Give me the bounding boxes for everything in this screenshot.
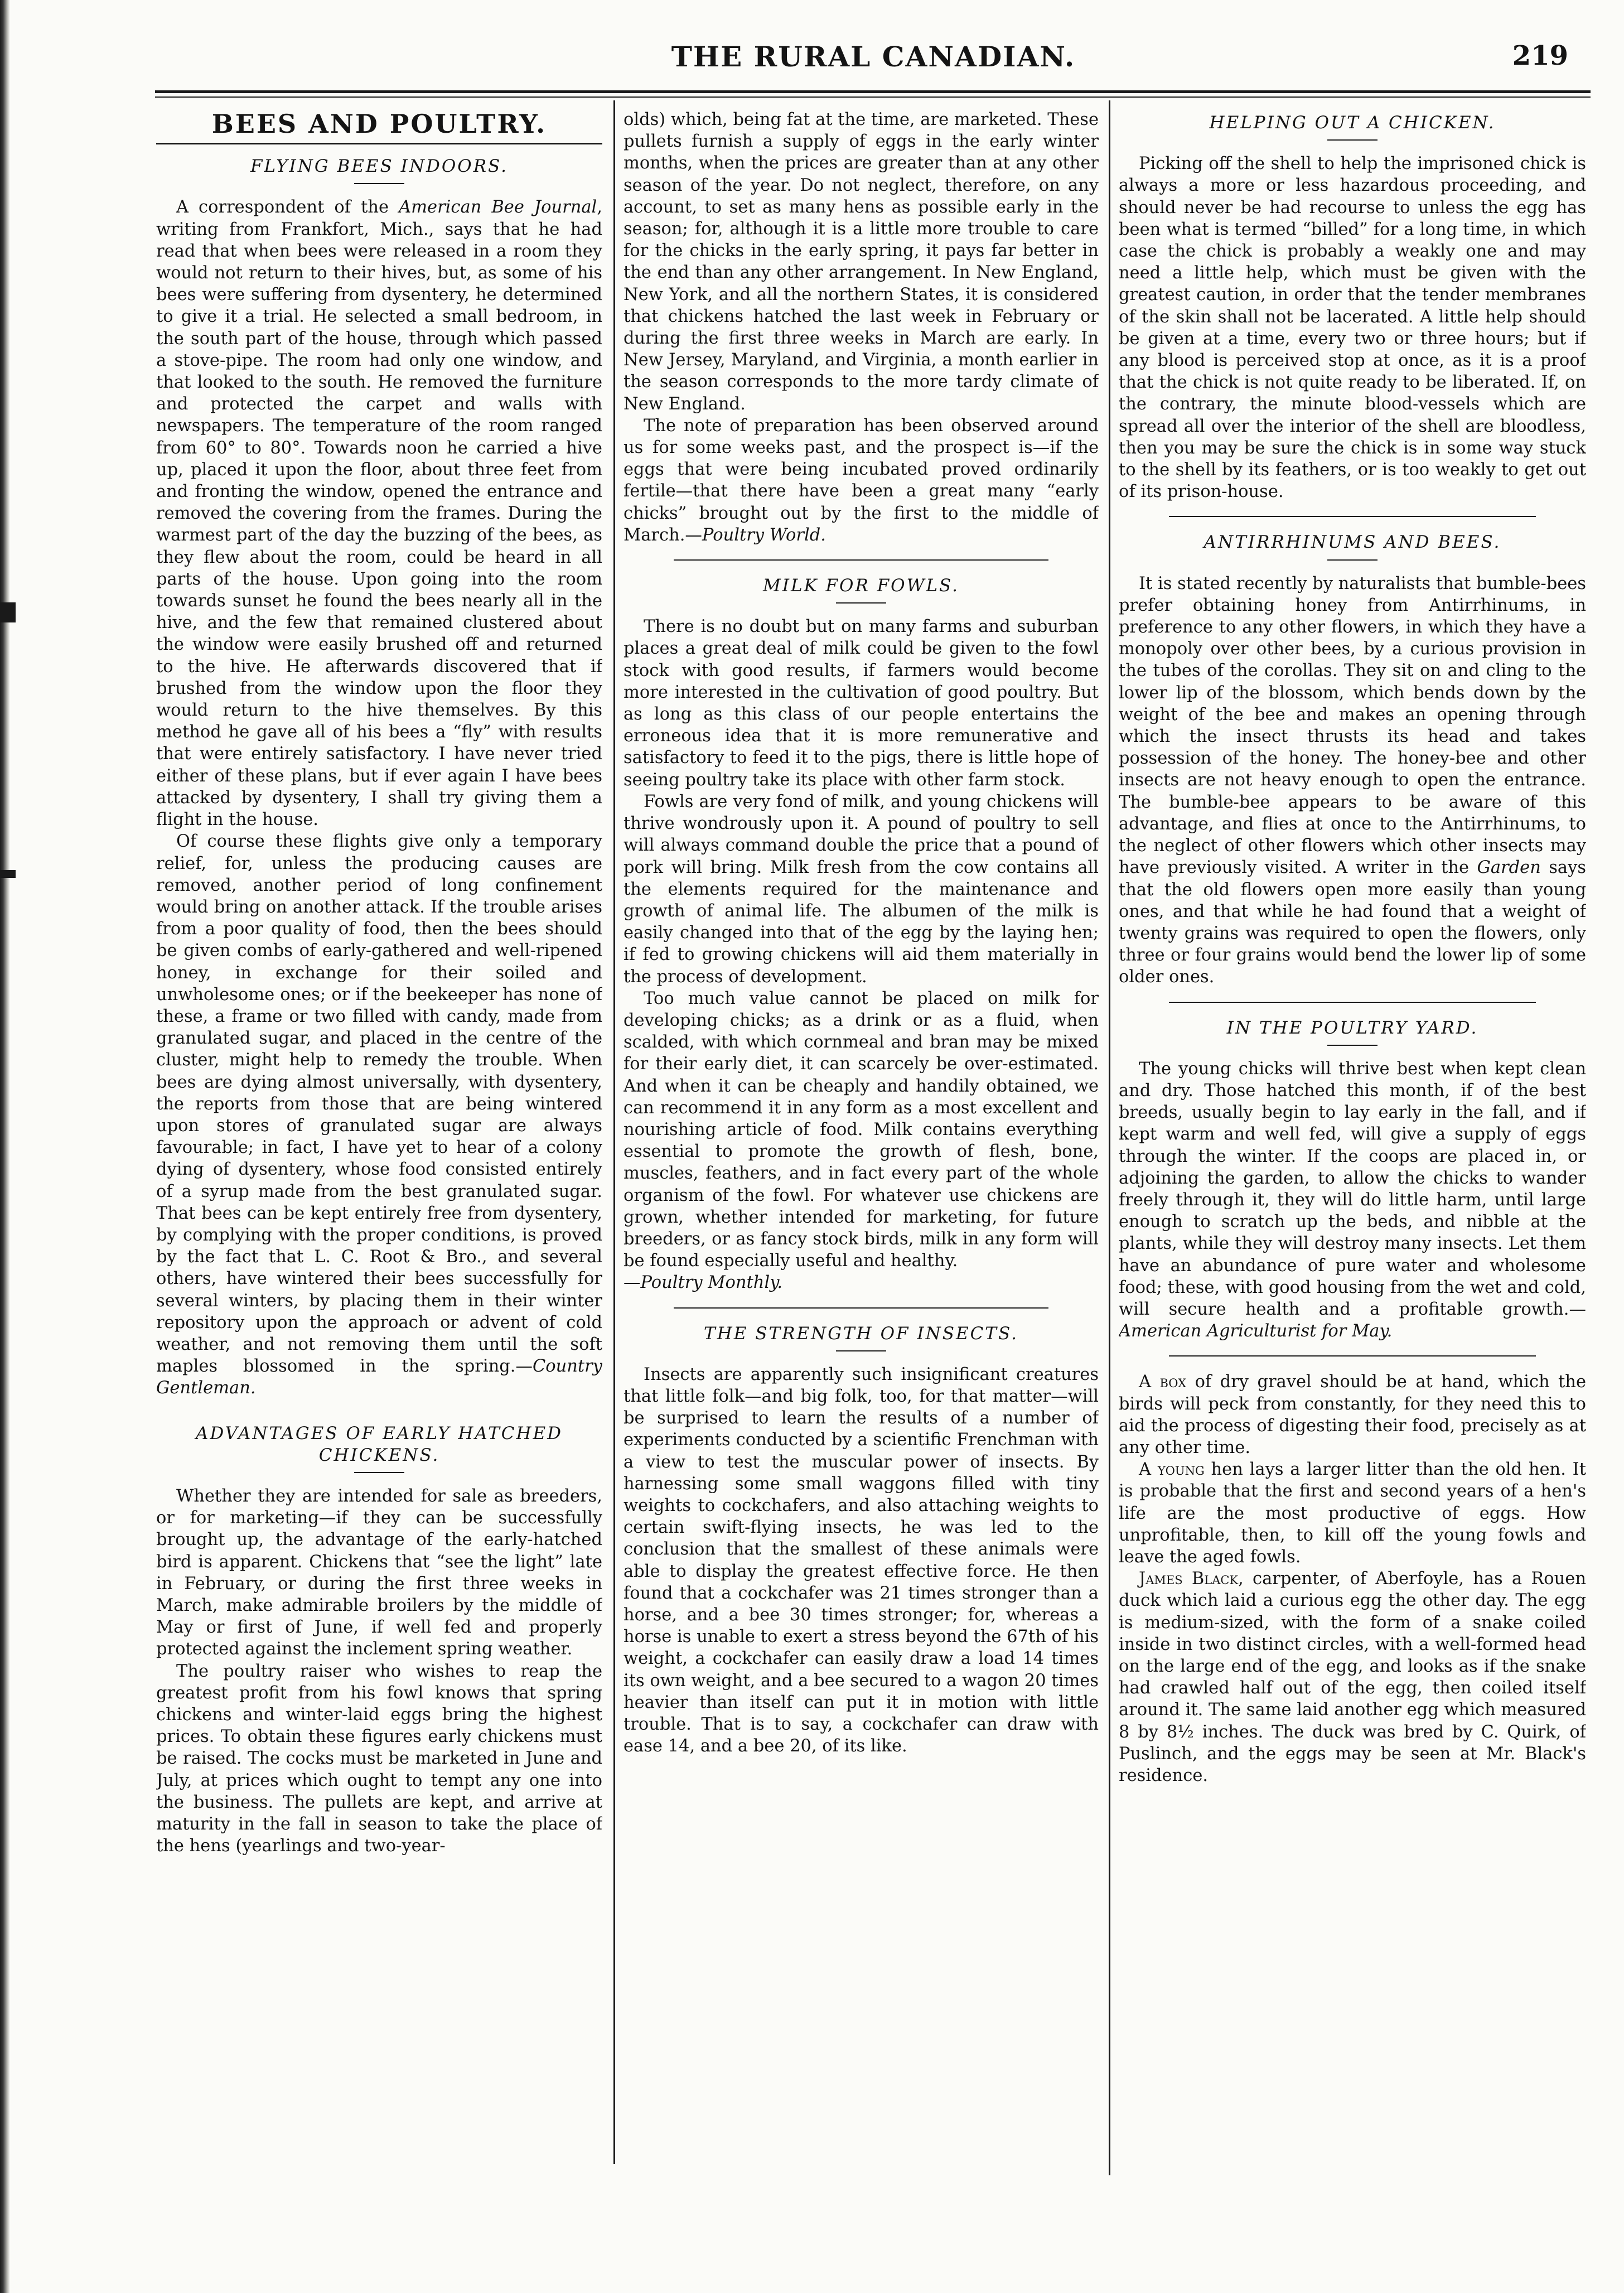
article-credit: Poultry World. [702,525,826,545]
publication-name: Garden [1477,858,1541,878]
article-title: IN THE POULTRY YARD. [1226,1017,1478,1038]
article-paragraph: Picking off the shell to help the imprisoned chick is always a more or less hazardous proceeding, and should never be had recourse to unless the egg has been what is termed “billed” for a long time, in which case the chick is probably a weakly one and may need a little help, which must be given with the greatest caution, in order that the tender membranes of the skin shall not be lacerated. A little help should be given at a time, every two or three hours; but if any blood is perceived stop at once, as it is a proof that the chick is not quite ready to be liberated. If, on the contrary, the minute blood-vessels which are spread all over the interior of the shell are bloodless, then you may be sure the chick is in some way stuck to the shell by its feathers, or is too weakly to get out of its prison-house. [1119,154,1586,502]
binding-mark [0,602,16,622]
article-separator [1169,516,1536,517]
column-divider [1109,100,1110,2175]
article-credit: Country Gentleman. [156,1357,602,1398]
binding-mark [0,870,16,878]
title-rule [836,602,886,604]
article-paragraph: The poultry raiser who wishes to reap the greatest profit from his fowl knows that spring chickens and winter-laid eggs bring the highest prices. To obtain these figures early chickens must be raised. The cocks must be marketed in June and July, at prices which ought to tempt any one into the business. The pullets are kept, and arrive at maturity in the fall in season to take the place of the hens (yearlings and two-year- [156,1661,602,1856]
column-1 [156,109,602,2228]
title-rule [836,1350,886,1351]
title-rule [354,1472,404,1473]
column-2 [624,109,1099,2228]
page-header [156,40,1591,79]
article-paragraph: A correspondent of the American Bee Journal, writing from Frankfort, Mich., says that he had read that when bees were released in a room they would not return to their hives, but, as some of his bees were suffering from dysentery, he determined to give it a trial. He selected a small bedroom, in the south part of the house, through which passed a stove-pipe. The room had only one window, and that looked to the south. He removed the furniture and protected the carpet and walls with newspapers. The temperature of the room ranged from 60° to 80°. Towards noon he carried a hive up, placed it upon the floor, about three feet from and fronting the window, opened the entrance and removed the covering from the frames. During the warmest part of the day the buzzing of the bees, as they flew about the room, could be heard in all parts of the house. Upon going into the room towards sunset he found the bees nearly all in the hive, and the few that remained clustered about the window were easily brushed off and returned to the hive. He afterwards discovered that if brushed from the window upon the floor they would return to the hive themselves. By this method he gave all of his bees a “fly” with results that were entirely satisfactory. I have never tried either of these plans, but if ever again I have bees attacked by dysentery, I shall try giving them a flight in the house. [156,197,602,830]
note-gravel: A box of dry gravel should be at hand, which the birds will peck from constantly, for they need this to aid the process of digesting their food, precisely as at any other time. [1119,1372,1586,1457]
article-paragraph: The young chicks will thrive best when kept clean and dry. Those hatched this month, if of the best breeds, usually begin to lay early in the fall, and if kept warm and well fed, will give a supply of eggs through the winter. If the coops are placed in, or adjoining the garden, to allow the chicks to wander freely through it, they will do little harm, until large enough to scratch up the beds, and nibble at the plants, while they will destroy many insects. Let them have an abundance of pure water and wholesome food; these, with good housing from the wet and cold, will secure health and a profitable growth.—American Agriculturist for May. [1119,1059,1586,1341]
journal-name: American Bee Journal [399,197,597,218]
article-credit: American Agriculturist for May. [1119,1321,1393,1341]
article-title: ANTIRRHINUMS AND BEES. [1204,532,1501,553]
article-separator [1169,1002,1536,1003]
article-title: FLYING BEES INDOORS. [250,156,509,177]
article-paragraph-continued: olds) which, being fat at the time, are marketed. These pullets furnish a supply of eggs in the early winter months, when the prices are greater than at any other season of the year. Do not neglect, therefore, on any account, to set as many hens as possible early in the season; for, although it is a little more trouble to care for the chicks in the early spring, it pays far better in the end than any other arrangement. In New England, New York, and all the northern States, it is considered that chickens hatched the last week in February or during the first three weeks in March are early. In New Jersey, Maryland, and Virginia, a month earlier in the season corresponds to the more tardy climate of New England. [624,110,1099,414]
article-helping-out-a-chicken [1119,112,1586,503]
article-separator [674,1307,1048,1309]
title-rule [1327,1045,1378,1046]
article-title: MILK FOR FOWLS. [762,576,960,596]
header-rule-thin [155,96,1591,98]
masthead-title: THE RURAL CANADIAN. [671,40,1076,73]
article-paragraph: The note of preparation has been observed around us for some weeks past, and the prospect is—if the eggs that were being incubated proved ordinarily fertile—that there have been a great many “early chicks” brought out by the first to the middle of March.—Poultry World. [624,416,1099,545]
article-paragraph: Too much value cannot be placed on milk for developing chicks; as a drink or as a fluid, when scalded, with which cornmeal and bran may be mixed for their early diet, it can scarcely be over-estimated. And when it can be cheaply and handily obtained, we can recommend it in any form as a most excellent and nourishing article of food. Milk contains everything essential to promote the growth of flesh, bone, muscles, feathers, and in fact every part of the whole organism of the fowl. For whatever use chickens are grown, whether intended for marketing, for future breeders, or as fancy stock birds, milk in any form will be found especially useful and healthy. [624,988,1099,1271]
article-separator [1169,1355,1536,1357]
department-rule [156,143,602,144]
article-in-the-poultry-yard [1119,1017,1586,1343]
article-title: ADVANTAGES OF EARLY HATCHED CHICKENS. [195,1423,563,1465]
title-rule [354,183,404,184]
page-number: 219 [1512,40,1568,71]
article-early-hatched-chickens [156,1423,602,1857]
article-flying-bees-indoors [156,156,602,1399]
article-paragraph: Whether they are intended for sale as breeders, or for marketing—if they can be successfully brought up, the advantage of the early-hatched bird is apparent. Chickens that “see the light” late in February, or during the first three weeks in March, make admirable broilers by the middle of May or first of June, if well fed and properly protected against the inclement spring weather. [156,1486,602,1659]
article-strength-of-insects [624,1323,1099,1758]
article-paragraph: There is no doubt but on many farms and suburban places a great deal of milk could be given to the fowl stock with good results, if farmers would become more interested in the cultivation of good poultry. But as long as this class of our people entertains the erroneous idea that it is more remunerative and satisfactory to feed it to the pigs, there is little hope of seeing poultry take its place with other farm stock. [624,617,1099,790]
article-milk-for-fowls [624,575,1099,1294]
title-rule [1327,559,1378,561]
article-antirrhinums-and-bees [1119,532,1586,988]
page-binding-edge [0,0,10,2293]
article-title: HELPING OUT A CHICKEN. [1209,113,1496,133]
article-paragraph: Of course these flights give only a temporary relief, for, unless the producing causes are removed, another period of long confinement would bring on another attack. If the trouble arises from a poor quality of food, then the bees should be given combs of early-gathered and well-ripened honey, in exchange for their soiled and unwholesome ones; or if the beekeeper has none of these, a frame or two filled with candy, made from granulated sugar, and placed in the centre of the cluster, might help to remedy the trouble. When bees are dying almost universally, with dysentery, the reports from those that are being wintered upon stores of granulated sugar are always favourable; in fact, I have yet to hear of a colony dying of dysentery, whose food consisted entirely of a syrup made from the best granulated sugar. That bees can be kept entirely free from dysentery, by complying with the proper conditions, is proved by the fact that L. C. Root & Bro., and several others, have wintered their bees successfully for several winters, by placing them in their winter repository upon the approach or advent of cold weather, and not removing them until the soft maples blossomed in the spring.—Country Gentleman. [156,832,602,1398]
note-young-hen: A young hen lays a larger litter than the old hen. It is probable that the first and second years of a hen's life are the most productive of eggs. How unprofitable, then, to kill off the young fowls and leave the aged fowls. [1119,1460,1586,1567]
article-paragraph: Fowls are very fond of milk, and young chickens will thrive wondrously upon it. A pound of poultry to sell will always command double the price that a pound of pork will bring. Milk fresh from the cow contains all the elements required for the maintenance and growth of animal life. The albumen of the milk is easily changed into that of the egg by the laying hen; if fed to growing chickens will aid them materially in the process of development. [624,791,1099,987]
article-separator [674,559,1048,561]
title-rule [1327,139,1378,141]
article-credit: —Poultry Monthly. [624,1273,783,1293]
article-paragraph: It is stated recently by naturalists that bumble-bees prefer obtaining honey from Antirrhinums, in preference to any other flowers, in which they have a monopoly over other bees, by a curious provision in the tubes of the corollas. They sit on and cling to the lower lip of the blossom, which bends down by the weight of the bee and makes an opening through which the insect thrusts its head and takes possession of the honey. The honey-bee and other insects are not heavy enough to open the entrance. The bumble-bee appears to be aware of this advantage, and flies at once to the Antirrhinums, to the neglect of other flowers which other insects may have previously visited. A writer in the Garden says that the old flowers open more easily than young ones, and that while he had found that a weight of twenty grains was required to open the flowers, only three or four grains would bend the lower lip of some older ones. [1119,573,1586,987]
article-paragraph: Insects are apparently such insignificant creatures that little folk—and big folk, too, for that matter—will be surprised to learn the results of a number of experiments conducted by a scientific Frenchman with a view to test the muscular power of insects. By harnessing some small waggons filled with tiny weights to cockchafers, and also attaching weights to certain swift-flying insects, he was led to the conclusion that the smallest of these animals were able to display the greatest effective force. He then found that a cockchafer was 21 times stronger than a horse, and a bee 30 times stronger; for, whereas a horse is unable to exert a stress beyond the 67th of his weight, a cockchafer can easily draw a load 14 times its own weight, and a bee secured to a wagon 20 times heavier than itself can put it in motion with little trouble. That is to say, a cockchafer can draw with ease 14, and a bee 20, of its like. [624,1364,1099,1756]
column-divider [613,100,615,2164]
article-title: THE STRENGTH OF INSECTS. [704,1323,1018,1344]
note-curious-egg: James Black, carpenter, of Aberfoyle, has a Rouen duck which laid a curious egg the other day. The egg is medium-sized, with the form of a snake coiled inside in two distinct circles, with a well-formed head on the large end of the egg, and looks as if the snake had crawled half out of the egg, then coiled itself around it. The same laid another egg which measured 8 by 8½ inches. The duck was bred by C. Quirk, of Puslinch, and the eggs may be seen at Mr. Black's residence. [1119,1569,1586,1786]
department-heading: BEES AND POULTRY. [211,109,547,139]
header-rule [155,90,1591,93]
column-3 [1119,109,1586,2228]
short-notes [1119,1371,1586,1787]
